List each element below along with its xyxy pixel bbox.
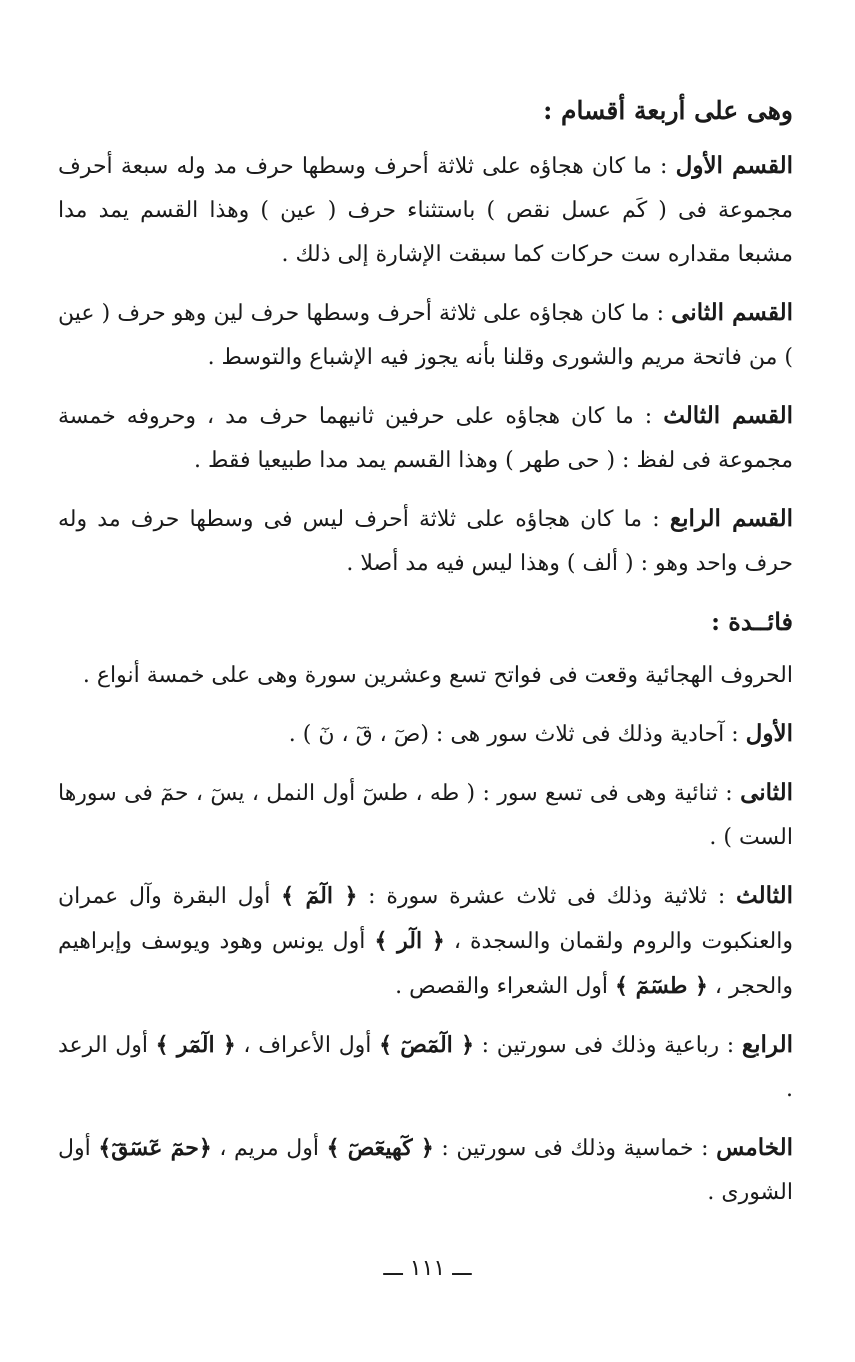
page-body (58, 88, 793, 1229)
type-text: أول البقرة وآل عمران والعنكبوت والروم ولقمان والسجدة ، (58, 884, 793, 954)
section-text: : ما كان هجاؤه على ثلاثة أحرف ليس فى وسطها حرف مد وله حرف واحد وهو : ( ألف ) وهذا ليس فيه مد أصلا . (58, 507, 793, 576)
section-text: : ما كان هجاؤه على حرفين ثانيهما حرف مد ، وحروفه خمسة مجموعة فى لفظ : ( حى طهر ) وهذا القسم يمد مدا طبيعيا فقط . (58, 404, 793, 473)
section-text: : ما كان هجاؤه على ثلاثة أحرف وسطها حرف مد وله سبعة أحرف مجموعة فى ( كَم عسل نقص ) باستثناء حرف ( عين ) وهذا القسم يمد مدا مشبعا مقداره ست حركات كما سبقت الإشارة إلى ذلك . (58, 154, 793, 267)
section-term: القسم الأول (675, 152, 793, 179)
type-text: أول الشعراء والقصص . (395, 974, 616, 999)
type-text: : ثلاثية وذلك فى ثلاث عشرة سورة : (357, 884, 737, 909)
section-paragraph-3 (58, 394, 793, 483)
benefit-heading: فائــدة : (711, 607, 793, 636)
type-term: الرابع (741, 1031, 794, 1058)
type-paragraph-2 (58, 771, 793, 860)
quran-letters: ﴿ الٓمٓصٓ ﴾ (379, 1032, 474, 1058)
section-term: القسم الثالث (663, 402, 793, 429)
intro-line: وهى على أربعة أقسام : (543, 96, 793, 125)
type-text: أول الشورى . (58, 1136, 793, 1205)
section-term: القسم الثانى (671, 299, 793, 326)
benefit-intro: الحروف الهجائية وقعت فى فواتح تسع وعشرين سورة وهى على خمسة أنواع . (82, 663, 793, 688)
type-text: : آحادية وذلك فى ثلاث سور هى : (صٓ ، قٓ ، نٓ ) . (288, 722, 746, 747)
quran-letters: ﴿ الٓر ﴾ (374, 928, 445, 954)
type-term: الأول (745, 720, 793, 747)
type-paragraph-4 (58, 1023, 793, 1112)
type-text: أول يونس وهود ويوسف وإبراهيم والحجر ، (58, 929, 793, 999)
section-term: القسم الرابع (669, 505, 793, 532)
quran-letters: ﴿ كٓهيعٓصٓ ﴾ (326, 1135, 434, 1161)
type-term: الثالث (736, 882, 793, 909)
quran-letters: ﴿حمٓ عٓسٓقٓ﴾ (98, 1135, 212, 1161)
section-paragraph-4 (58, 497, 793, 586)
type-term: الخامس (716, 1134, 793, 1161)
type-text: : رباعية وذلك فى سورتين : (474, 1033, 742, 1058)
type-paragraph-1 (58, 712, 793, 757)
quran-letters: ﴿ الٓمٓر ﴾ (155, 1032, 236, 1058)
section-paragraph-2 (58, 291, 793, 380)
type-paragraph-3 (58, 874, 793, 1009)
type-term: الثانى (740, 779, 793, 806)
type-text: : خماسية وذلك فى سورتين : (433, 1136, 717, 1161)
type-text: : ثنائية وهى فى تسع سور : ( طه ، طسٓ أول النمل ، يسٓ ، حمٓ فى سورها الست ) . (58, 781, 793, 850)
quran-letters: ﴿ الٓمٓ ﴾ (281, 883, 358, 909)
type-text: أول الأعراف ، (235, 1033, 380, 1058)
type-text: أول مريم ، (211, 1136, 327, 1161)
quran-letters: ﴿ طسٓمٓ ﴾ (615, 973, 708, 999)
type-paragraph-5 (58, 1126, 793, 1215)
section-paragraph-1 (58, 144, 793, 277)
page-number: ـــ ١١١ ـــ (383, 1256, 472, 1281)
type-text: أول الرعد . (58, 1033, 793, 1102)
section-text: : ما كان هجاؤه على ثلاثة أحرف وسطها حرف لين وهو حرف ( عين ) من فاتحة مريم والشورى وقلنا بأنه يجوز فيه الإشباع والتوسط . (58, 301, 793, 370)
